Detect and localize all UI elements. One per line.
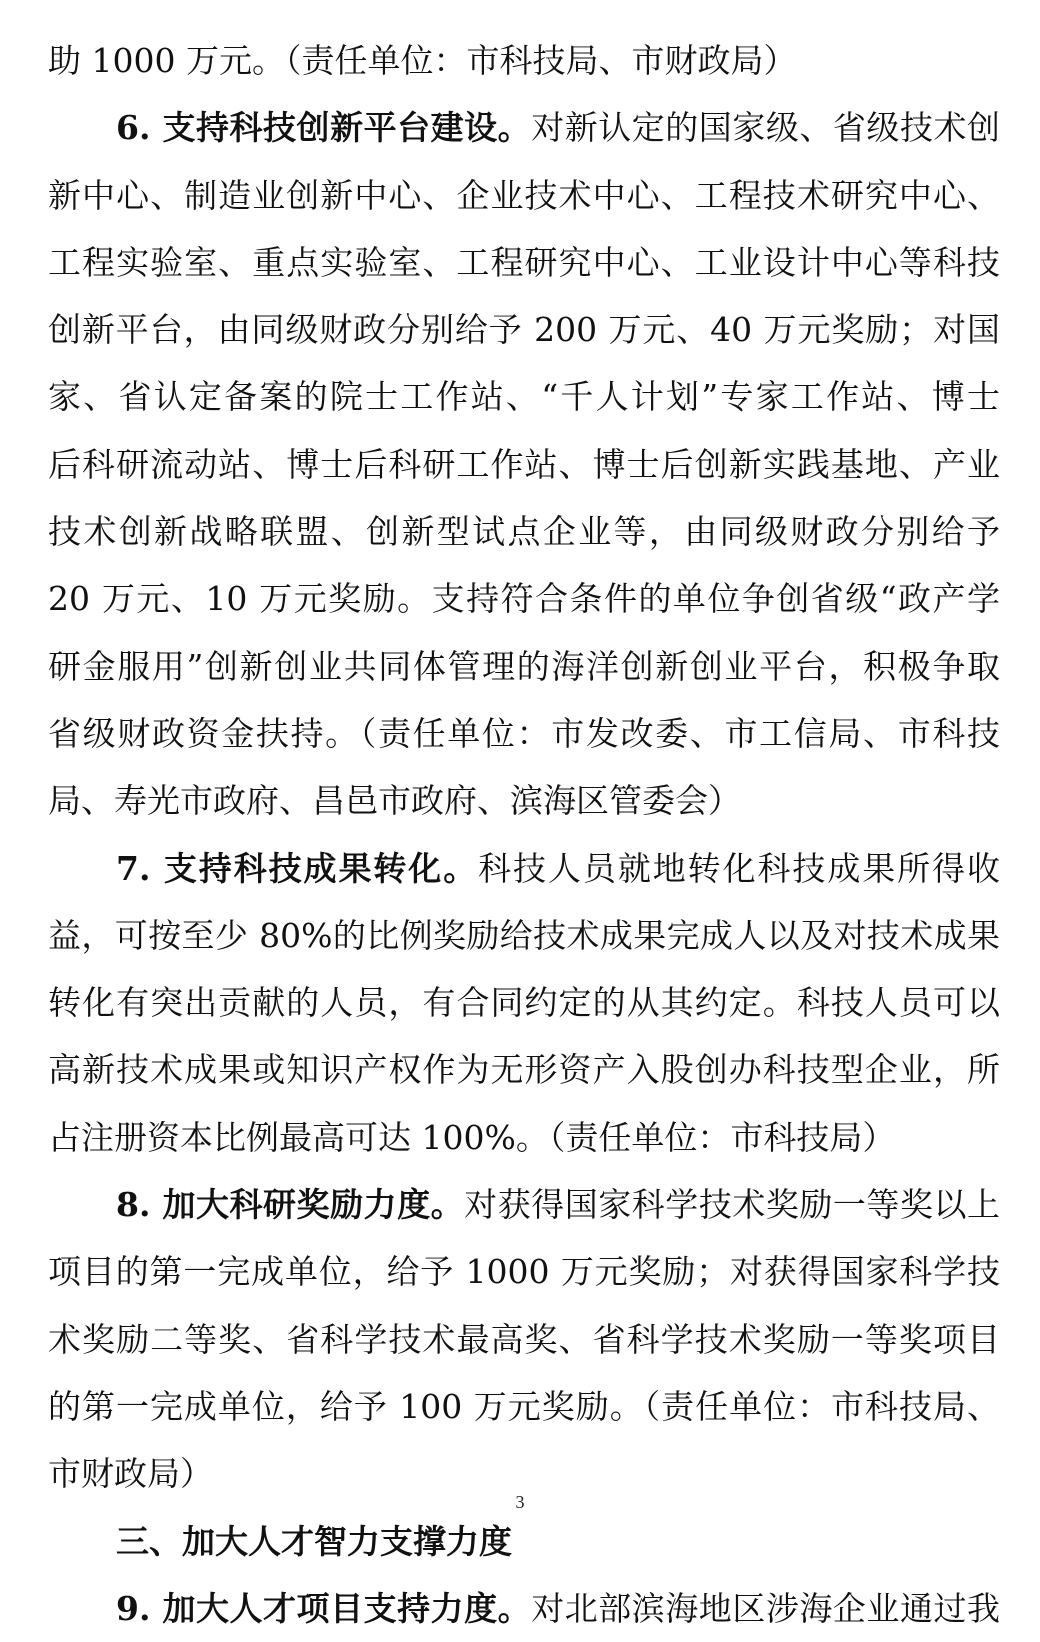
text-line <box>48 1306 1000 1373</box>
text-line <box>48 1036 1000 1103</box>
text-line <box>48 969 1000 1036</box>
line-text: 术奖励二等奖、省科学技术最高奖、省科学技术奖励一等奖项目 <box>48 1319 1000 1359</box>
text-line <box>48 902 1000 969</box>
section-heading <box>48 1508 1000 1575</box>
text-line <box>48 162 1000 229</box>
line-text: 20 万元、10 万元奖励。支持符合条件的单位争创省级“政产学 <box>48 579 1000 619</box>
text-line <box>48 1104 1000 1171</box>
line-text: 对新认定的国家级、省级技术创 <box>531 108 1000 148</box>
line-text: 后科研流动站、博士后科研工作站、博士后创新实践基地、产业 <box>48 444 1000 484</box>
line-text: 新中心、制造业创新中心、企业技术中心、工程技术研究中心、 <box>48 175 1000 215</box>
text-line <box>48 1238 1000 1305</box>
line-text: 家、省认定备案的院士工作站、“千人计划”专家工作站、博士 <box>48 377 1000 417</box>
line-text: 高新技术成果或知识产权作为无形资产入股创办科技型企业，所 <box>48 1050 1000 1090</box>
item-9-title: 9. 加大人才项目支持力度。 <box>116 1588 532 1628</box>
paragraph-7-first-line <box>48 835 1000 902</box>
line-text: 的第一完成单位，给予 100 万元奖励。（责任单位：市科技局、 <box>48 1386 1000 1426</box>
document-page <box>48 27 1000 1642</box>
line-text: 益，可按至少 80%的比例奖励给技术成果完成人以及对技术成果 <box>48 915 1000 955</box>
line-text: 工程实验室、重点实验室、工程研究中心、工业设计中心等科技 <box>48 242 1000 282</box>
text-line <box>48 431 1000 498</box>
line-text: 助 1000 万元。（责任单位：市科技局、市财政局） <box>48 41 797 80</box>
text-line <box>48 498 1000 565</box>
item-8-title: 8. 加大科研奖励力度。 <box>116 1185 465 1225</box>
text-line <box>48 700 1000 767</box>
item-6-title: 6. 支持科技创新平台建设。 <box>116 108 532 148</box>
text-line <box>48 363 1000 430</box>
text-line <box>48 229 1000 296</box>
section-heading-text: 三、加大人才智力支撑力度 <box>116 1521 512 1561</box>
page-number: 3 <box>515 1492 525 1512</box>
line-text: 转化有突出贡献的人员，有合同约定的从其约定。科技人员可以 <box>48 983 1000 1023</box>
line-text: 省级财政资金扶持。（责任单位：市发改委、市工信局、市科技 <box>48 713 1000 753</box>
line-text: 市财政局） <box>48 1454 213 1494</box>
text-line <box>48 565 1000 632</box>
paragraph-9-first-line <box>48 1575 1000 1642</box>
line-text: 科技人员就地转化科技成果所得收 <box>478 848 1000 888</box>
line-text: 局、寿光市政府、昌邑市政府、滨海区管委会） <box>48 781 741 821</box>
line-text: 技术创新战略联盟、创新型试点企业等，由同级财政分别给予 <box>48 512 1000 552</box>
text-line <box>48 1373 1000 1440</box>
line-text: 项目的第一完成单位，给予 1000 万元奖励；对获得国家科学技 <box>48 1252 1000 1292</box>
line-text: 创新平台，由同级财政分别给予 200 万元、40 万元奖励；对国 <box>48 310 1000 350</box>
line-text: 对获得国家科学技术奖励一等奖以上 <box>464 1185 1000 1225</box>
paragraph-6-first-line <box>48 94 1000 161</box>
paragraph-8-first-line <box>48 1171 1000 1238</box>
text-line <box>48 633 1000 700</box>
line-text: 研金服用”创新创业共同体管理的海洋创新创业平台，积极争取 <box>48 646 1000 686</box>
line-text: 占注册资本比例最高可达 100%。（责任单位：市科技局） <box>48 1117 896 1157</box>
text-line <box>48 296 1000 363</box>
line-text: 对北部滨海地区涉海企业通过我 <box>531 1588 1000 1628</box>
text-line <box>48 27 1000 94</box>
item-7-title: 7. 支持科技成果转化。 <box>116 848 479 888</box>
text-line <box>48 767 1000 834</box>
